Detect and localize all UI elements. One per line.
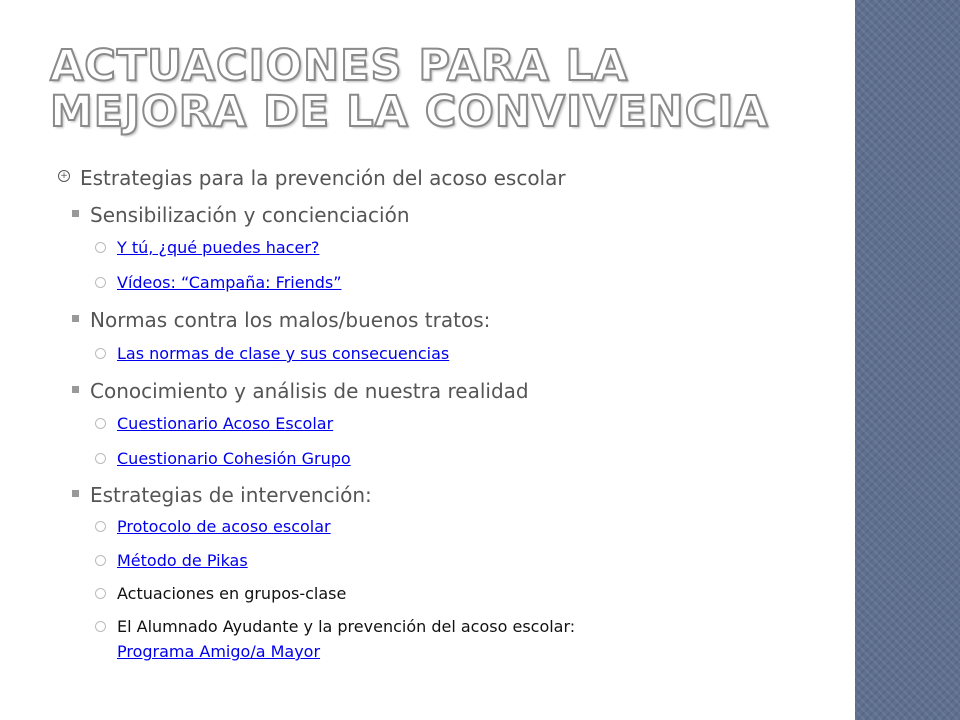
section-heading — [72, 203, 410, 227]
ring-bullet-icon — [95, 588, 106, 599]
list-item — [95, 414, 333, 433]
link-programa-amigo[interactable]: Programa Amigo/a Mayor — [117, 642, 321, 661]
ring-bullet-icon — [95, 418, 106, 429]
link-cuestionario-cohesion[interactable]: Cuestionario Cohesión Grupo — [117, 449, 351, 468]
link-protocolo-acoso[interactable]: Protocolo de acoso escolar — [117, 517, 331, 536]
list-item — [95, 449, 351, 468]
square-bullet-icon — [72, 210, 79, 217]
link-cuestionario-acoso[interactable]: Cuestionario Acoso Escolar — [117, 414, 334, 433]
list-item — [95, 238, 319, 257]
section-heading-text: Normas contra los malos/buenos tratos: — [90, 308, 491, 332]
ring-bullet-icon — [95, 621, 106, 632]
section-heading-text: Conocimiento y análisis de nuestra realidad — [90, 379, 529, 403]
slide-title: ACTUACIONES PARA LA MEJORA DE LA CONVIVENCIA — [50, 41, 769, 137]
section-heading-text: Estrategias de intervención: — [90, 483, 372, 507]
list-item-text: Actuaciones en grupos-clase — [117, 584, 347, 603]
list-item — [95, 617, 575, 636]
square-bullet-icon — [72, 386, 79, 393]
bullet-level1 — [58, 166, 566, 190]
link-videos-friends[interactable]: Vídeos: “Campaña: Friends” — [117, 273, 342, 292]
circle-plus-bullet-icon: + — [58, 170, 70, 182]
link-normas-clase[interactable]: Las normas de clase y sus consecuencias — [117, 344, 450, 363]
list-item — [95, 517, 331, 536]
list-item — [95, 551, 248, 570]
section-heading — [72, 308, 490, 332]
square-bullet-icon — [72, 490, 79, 497]
list-item-text: El Alumnado Ayudante y la prevención del acoso escolar: — [117, 617, 576, 636]
link-que-puedes-hacer[interactable]: Y tú, ¿qué puedes hacer? — [117, 238, 320, 257]
list-item — [95, 273, 341, 292]
ring-bullet-icon — [95, 521, 106, 532]
link-metodo-pikas[interactable]: Método de Pikas — [117, 551, 248, 570]
section-heading — [72, 379, 529, 403]
bullet-text: Estrategias para la prevención del acoso escolar — [80, 166, 566, 190]
ring-bullet-icon — [95, 348, 106, 359]
ring-bullet-icon — [95, 453, 106, 464]
section-heading-text: Sensibilización y concienciación — [90, 203, 410, 227]
section-heading — [72, 483, 372, 507]
ring-bullet-icon — [95, 277, 106, 288]
ring-bullet-icon — [95, 242, 106, 253]
list-item — [95, 584, 346, 603]
decorative-sidebar — [855, 0, 960, 720]
square-bullet-icon — [72, 315, 79, 322]
list-item-continuation — [95, 642, 320, 661]
ring-bullet-icon — [95, 555, 106, 566]
list-item — [95, 344, 449, 363]
